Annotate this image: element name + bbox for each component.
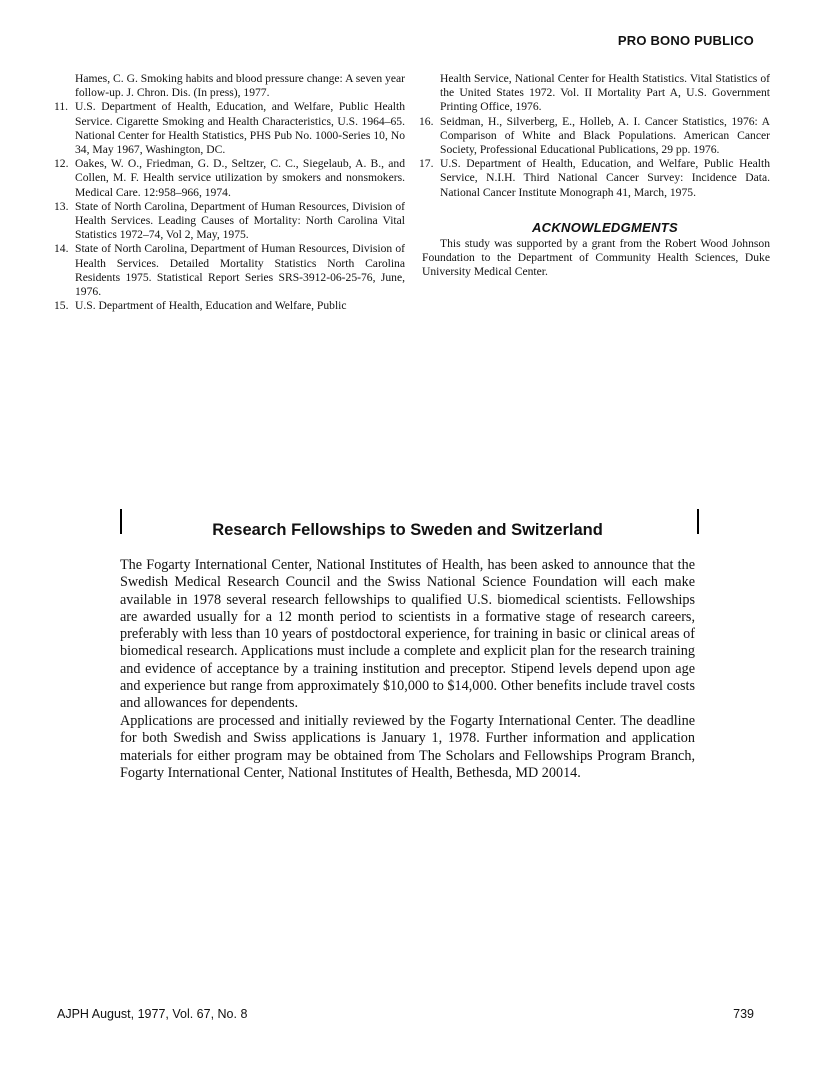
running-head: PRO BONO PUBLICO: [617, 33, 754, 48]
references-right-column: [419, 72, 770, 280]
reference-text: U.S. Department of Health, Education, and Welfare, Public Health Service, N.I.H. Third National Cancer Survey: Incidence Data. National Cancer Institute Monograph 41, March, 1975.: [440, 157, 770, 199]
reference-item: [419, 157, 770, 200]
reference-text: Oakes, W. O., Friedman, G. D., Seltzer, C. C., Siegelaub, A. B., and Collen, M. F. Health service utilization by smokers and nonsmokers. Medical Care. 12:958–966, 1974.: [75, 157, 405, 199]
reference-number: 17.: [419, 157, 434, 171]
reference-item: [57, 72, 405, 100]
reference-item: [54, 157, 405, 200]
reference-number: 15.: [54, 299, 69, 313]
reference-item: [422, 72, 770, 115]
reference-number: 12.: [54, 157, 69, 171]
reference-text: Seidman, H., Silverberg, E., Holleb, A. I. Cancer Statistics, 1976: A Comparison of White and Black Populations. American Cancer Society, Professional Educational Publications, 29 pp. 1976.: [440, 114, 770, 157]
references-left-column: [54, 72, 405, 313]
page-number: 739: [733, 1007, 754, 1021]
reference-number: 13.: [54, 199, 69, 213]
reference-text: U.S. Department of Health, Education, and Welfare, Public Health Service. Cigarette Smoking and Health Characteristics, U.S. 1964–65. National Center for Health Statistics, PHS Pub No. 1000-Series 10, No 34, May 1967, Washington, DC.: [75, 100, 405, 157]
acknowledgments-body: This study was supported by a grant from the Robert Wood Johnson Foundation to the Department of Community Health Sciences, Duke University Medical Center.: [422, 237, 770, 279]
reference-number: 14.: [54, 242, 69, 256]
journal-citation: AJPH August, 1977, Vol. 67, No. 8: [57, 1007, 248, 1021]
reference-item: [54, 299, 405, 313]
reference-item: [54, 100, 405, 157]
notice-paragraph-2: Applications are processed and initially reviewed by the Fogarty International Center. The deadline for both Swedish and Swiss applications is January 1, 1978. Further information and application materials for either program may be obtained from The Scholars and Fellowships Program Branch, Fogarty International Center, National Institutes of Health, Bethesda, MD 20014.: [120, 713, 695, 781]
reference-text: State of North Carolina, Department of Human Resources, Division of Health Services. Leading Causes of Mortality: North Carolina Vital Statistics 1972–74, Vol 2, May, 1975.: [75, 199, 405, 242]
notice-paragraph-1: The Fogarty International Center, National Institutes of Health, has been asked to announce that the Swedish Medical Research Council and the Swiss National Science Foundation will each make available in 1978 several research fellowships to qualified U.S. biomedical scientists. Fellowships are awarded usually for a 12 month period to scientists in a formative stage of research careers, preferably with less than 10 years of postdoctoral experience, for training in basic or clinical areas of biomedical research. Applications must include a complete and explicit plan for the research training and evidence of acceptance by a training institution and preceptor. Stipend levels depend upon age and experience but range from approximately $10,000 to $14,000. Other benefits include travel costs and allowances for dependents.: [120, 557, 695, 712]
reference-text: State of North Carolina, Department of Human Resources, Division of Health Services. Detailed Mortality Statistics North Carolina Residents 1975. Statistical Report Series SRS-3912-06-25-76, June, 1976.: [75, 242, 405, 299]
notice-title: Research Fellowships to Sweden and Switzerland: [212, 521, 603, 539]
reference-item: [54, 199, 405, 243]
acknowledgments-heading: ACKNOWLEDGMENTS: [531, 219, 679, 235]
reference-number: 11.: [54, 100, 69, 114]
reference-text: Health Service, National Center for Health Statistics. Vital Statistics of the United States 1972. Vol. II Mortality Part A, U.S. Government Printing Office, 1976.: [440, 72, 770, 114]
reference-item: [419, 114, 770, 158]
reference-text: U.S. Department of Health, Education and Welfare, Public: [75, 299, 347, 313]
reference-text: Hames, C. G. Smoking habits and blood pressure change: A seven year follow-up. J. Chron. Dis. (In press), 1977.: [75, 72, 405, 100]
reference-item: [54, 242, 405, 299]
reference-number: 16.: [419, 114, 434, 128]
